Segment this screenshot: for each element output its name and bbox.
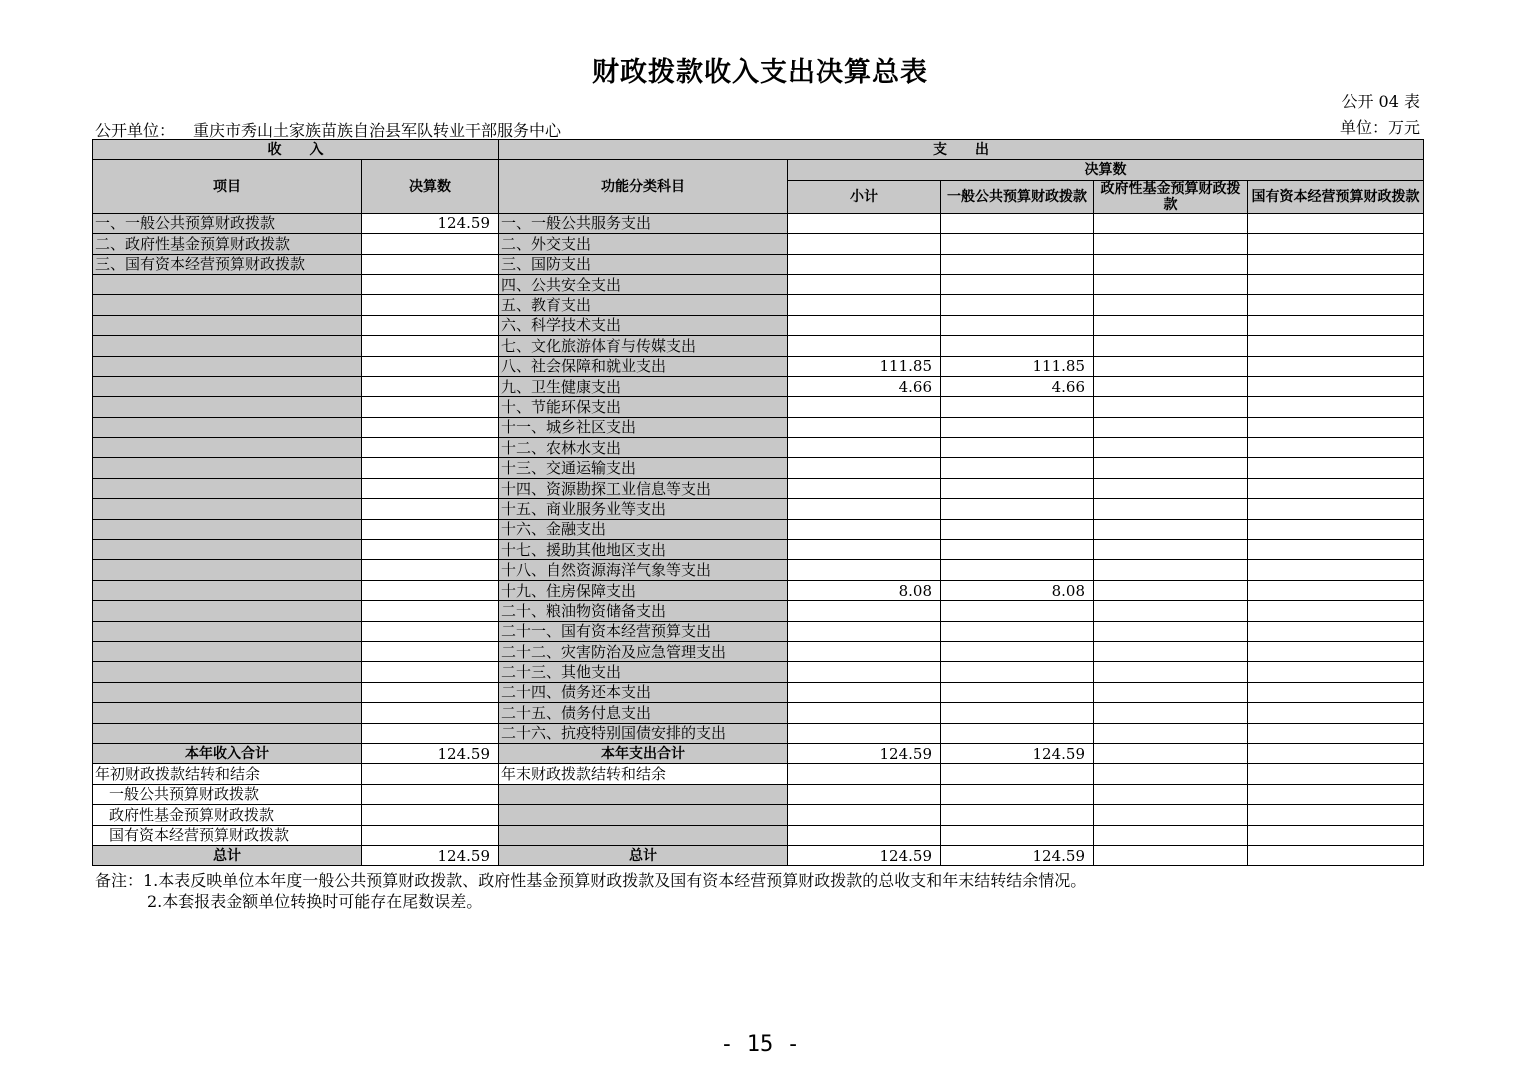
general-budget-cell: [941, 601, 1094, 621]
income-item-cell: [93, 397, 362, 417]
balance-subtotal: [788, 805, 941, 825]
gov-fund-cell: [1094, 499, 1248, 519]
reporting-unit: [95, 118, 579, 141]
expense-item-cell: 十九、住房保障支出: [499, 580, 788, 600]
grand-total-row: [93, 845, 1424, 865]
expense-item-cell: 九、卫生健康支出: [499, 376, 788, 396]
subtotal-cell: [788, 234, 941, 254]
table-row: [93, 417, 1424, 437]
balance-general: [941, 825, 1094, 845]
general-budget-cell: [941, 336, 1094, 356]
general-budget-cell: [941, 662, 1094, 682]
annual-subtotal: 124.59: [788, 743, 941, 763]
gov-fund-header: 政府性基金预算财政拨款: [1094, 180, 1248, 213]
subtotal-cell: [788, 499, 941, 519]
expense-item-cell: 六、科学技术支出: [499, 315, 788, 335]
income-amount-cell: [362, 499, 499, 519]
income-amount-cell: [362, 336, 499, 356]
subtotal-cell: [788, 723, 941, 743]
subtotal-cell: [788, 682, 941, 702]
expense-item-cell: 十、节能环保支出: [499, 397, 788, 417]
general-budget-cell: [941, 478, 1094, 498]
expense-item-cell: 十二、农林水支出: [499, 438, 788, 458]
general-budget-cell: [941, 274, 1094, 294]
income-amount-cell: [362, 580, 499, 600]
gov-fund-cell: [1094, 397, 1248, 417]
state-capital-cell: [1248, 376, 1424, 396]
gov-fund-cell: [1094, 234, 1248, 254]
gov-fund-cell: [1094, 438, 1248, 458]
total-income-label: 总计: [93, 845, 362, 865]
income-item-cell: [93, 478, 362, 498]
table-row: [93, 601, 1424, 621]
income-amount-cell: [362, 560, 499, 580]
income-item-cell: [93, 438, 362, 458]
table-row: [93, 540, 1424, 560]
subtotal-cell: [788, 336, 941, 356]
general-budget-cell: 111.85: [941, 356, 1094, 376]
state-capital-cell: [1248, 641, 1424, 661]
state-capital-cell: [1248, 478, 1424, 498]
expense-item-cell: 十七、援助其他地区支出: [499, 540, 788, 560]
income-amount-cell: [362, 397, 499, 417]
annual-expense-label: 本年支出合计: [499, 743, 788, 763]
money-unit: 单位：万元: [1339, 118, 1420, 137]
balance-fund: [1094, 764, 1248, 784]
subtotal-cell: 8.08: [788, 580, 941, 600]
gov-fund-cell: [1094, 254, 1248, 274]
income-amount-cell: 124.59: [362, 213, 499, 233]
balance-subtotal: [788, 784, 941, 804]
general-budget-cell: 4.66: [941, 376, 1094, 396]
income-item-cell: [93, 703, 362, 723]
gov-fund-cell: [1094, 295, 1248, 315]
balance-income-item: 年初财政拨款结转和结余: [93, 764, 362, 784]
expense-item-cell: 五、教育支出: [499, 295, 788, 315]
income-item-cell: [93, 274, 362, 294]
income-item-cell: [93, 315, 362, 335]
balance-capital: [1248, 805, 1424, 825]
balance-income-item: 一般公共预算财政拨款: [93, 784, 362, 804]
page-number: - 15 -: [720, 1032, 800, 1057]
expense-item-cell: 七、文化旅游体育与传媒支出: [499, 336, 788, 356]
income-item-cell: 三、国有资本经营预算财政拨款: [93, 254, 362, 274]
balance-subtotal: [788, 764, 941, 784]
expense-item-cell: 八、社会保障和就业支出: [499, 356, 788, 376]
gov-fund-cell: [1094, 560, 1248, 580]
general-budget-cell: [941, 315, 1094, 335]
subtotal-cell: [788, 397, 941, 417]
state-capital-cell: [1248, 703, 1424, 723]
balance-capital: [1248, 825, 1424, 845]
unit-label: 公开单位：: [95, 121, 176, 140]
general-budget-cell: [941, 254, 1094, 274]
state-capital-cell: [1248, 254, 1424, 274]
table-row: [93, 254, 1424, 274]
table-row: [93, 336, 1424, 356]
income-item-cell: [93, 723, 362, 743]
general-budget-cell: [941, 234, 1094, 254]
income-item-cell: [93, 601, 362, 621]
expense-item-cell: 四、公共安全支出: [499, 274, 788, 294]
annual-income-label: 本年收入合计: [93, 743, 362, 763]
gov-fund-cell: [1094, 356, 1248, 376]
gov-fund-cell: [1094, 519, 1248, 539]
general-budget-cell: [941, 397, 1094, 417]
gov-fund-cell: [1094, 274, 1248, 294]
income-amount-cell: [362, 641, 499, 661]
table-row: [93, 234, 1424, 254]
expense-item-cell: 一、一般公共服务支出: [499, 213, 788, 233]
gov-fund-cell: [1094, 458, 1248, 478]
income-amount-cell: [362, 601, 499, 621]
income-amount-cell: [362, 254, 499, 274]
table-row: [93, 478, 1424, 498]
amount-header: 决算数: [362, 160, 499, 213]
general-budget-cell: [941, 417, 1094, 437]
annual-income-amount: 124.59: [362, 743, 499, 763]
balance-subtotal: [788, 825, 941, 845]
income-item-cell: 二、政府性基金预算财政拨款: [93, 234, 362, 254]
income-amount-cell: [362, 519, 499, 539]
state-capital-cell: [1248, 397, 1424, 417]
income-item-cell: [93, 560, 362, 580]
balance-expense-item: [499, 825, 788, 845]
state-capital-cell: [1248, 213, 1424, 233]
table-row: [93, 315, 1424, 335]
state-capital-cell: [1248, 458, 1424, 478]
income-item-cell: [93, 336, 362, 356]
income-item-cell: [93, 499, 362, 519]
table-row: [93, 356, 1424, 376]
expense-item-cell: 十八、自然资源海洋气象等支出: [499, 560, 788, 580]
general-budget-cell: 8.08: [941, 580, 1094, 600]
total-subtotal: 124.59: [788, 845, 941, 865]
state-capital-cell: [1248, 601, 1424, 621]
state-capital-cell: [1248, 560, 1424, 580]
balance-expense-item: 年末财政拨款结转和结余: [499, 764, 788, 784]
state-capital-cell: [1248, 723, 1424, 743]
expense-item-cell: 十四、资源勘探工业信息等支出: [499, 478, 788, 498]
income-item-cell: [93, 641, 362, 661]
general-budget-cell: [941, 295, 1094, 315]
table-row: [93, 499, 1424, 519]
subtotal-cell: [788, 274, 941, 294]
state-capital-cell: [1248, 438, 1424, 458]
income-item-cell: [93, 580, 362, 600]
subtotal-cell: [788, 641, 941, 661]
income-amount-cell: [362, 703, 499, 723]
note-line-2: 2.本套报表金额单位转换时可能存在尾数误差。: [147, 892, 483, 911]
expense-item-cell: 二十三、其他支出: [499, 662, 788, 682]
table-row: [93, 458, 1424, 478]
expense-item-cell: 十一、城乡社区支出: [499, 417, 788, 437]
expense-header: 支 出: [499, 140, 1424, 160]
income-amount-cell: [362, 682, 499, 702]
table-row: [93, 703, 1424, 723]
expense-item-cell: 二、外交支出: [499, 234, 788, 254]
balance-row: [93, 764, 1424, 784]
gov-fund-cell: [1094, 478, 1248, 498]
income-amount-cell: [362, 376, 499, 396]
general-budget-cell: [941, 519, 1094, 539]
income-amount-cell: [362, 417, 499, 437]
subtotal-cell: [788, 438, 941, 458]
subtotal-cell: [788, 519, 941, 539]
annual-general: 124.59: [941, 743, 1094, 763]
state-capital-cell: [1248, 662, 1424, 682]
state-capital-cell: [1248, 682, 1424, 702]
balance-expense-item: [499, 784, 788, 804]
balance-fund: [1094, 784, 1248, 804]
table-row: [93, 397, 1424, 417]
income-item-cell: [93, 540, 362, 560]
table-row: [93, 519, 1424, 539]
subtotal-cell: 111.85: [788, 356, 941, 376]
subtotal-cell: [788, 315, 941, 335]
balance-income-item: 政府性基金预算财政拨款: [93, 805, 362, 825]
table-row: [93, 641, 1424, 661]
subtotal-cell: [788, 478, 941, 498]
gov-fund-cell: [1094, 621, 1248, 641]
balance-income-amount: [362, 764, 499, 784]
income-amount-cell: [362, 295, 499, 315]
notes: [95, 870, 1086, 912]
gov-fund-cell: [1094, 315, 1248, 335]
state-capital-cell: [1248, 295, 1424, 315]
table-row: [93, 274, 1424, 294]
subtotal-cell: [788, 458, 941, 478]
expense-item-cell: 二十六、抗疫特别国债安排的支出: [499, 723, 788, 743]
gov-fund-cell: [1094, 580, 1248, 600]
table-row: [93, 621, 1424, 641]
table-row: [93, 560, 1424, 580]
state-capital-cell: [1248, 519, 1424, 539]
subtotal-cell: [788, 540, 941, 560]
expense-item-cell: 二十四、债务还本支出: [499, 682, 788, 702]
balance-general: [941, 764, 1094, 784]
general-budget-cell: [941, 560, 1094, 580]
subtotal-cell: [788, 213, 941, 233]
state-capital-cell: [1248, 580, 1424, 600]
general-budget-cell: [941, 438, 1094, 458]
subtotal-header: 小计: [788, 180, 941, 213]
balance-general: [941, 784, 1094, 804]
state-capital-cell: [1248, 621, 1424, 641]
total-general: 124.59: [941, 845, 1094, 865]
subtotal-cell: [788, 662, 941, 682]
table-row: [93, 662, 1424, 682]
gov-fund-cell: [1094, 703, 1248, 723]
subtotal-cell: [788, 254, 941, 274]
table-row: [93, 580, 1424, 600]
income-amount-cell: [362, 458, 499, 478]
form-number: 公开 04 表: [1341, 92, 1420, 111]
subtotal-cell: [788, 295, 941, 315]
gov-fund-cell: [1094, 540, 1248, 560]
balance-income-item: 国有资本经营预算财政拨款: [93, 825, 362, 845]
subtotal-cell: 4.66: [788, 376, 941, 396]
income-item-cell: [93, 682, 362, 702]
table-row: [93, 295, 1424, 315]
balance-row: [93, 805, 1424, 825]
income-header: 收 入: [93, 140, 499, 160]
income-amount-cell: [362, 662, 499, 682]
state-capital-cell: [1248, 274, 1424, 294]
state-capital-cell: [1248, 336, 1424, 356]
income-amount-cell: [362, 621, 499, 641]
annual-total-row: [93, 743, 1424, 763]
state-capital-cell: [1248, 356, 1424, 376]
final-header: 决算数: [788, 160, 1424, 180]
general-budget-header: 一般公共预算财政拨款: [941, 180, 1094, 213]
expense-item-cell: 二十五、债务付息支出: [499, 703, 788, 723]
expense-item-cell: 二十、粮油物资储备支出: [499, 601, 788, 621]
income-amount-cell: [362, 356, 499, 376]
general-budget-cell: [941, 703, 1094, 723]
income-amount-cell: [362, 234, 499, 254]
balance-capital: [1248, 784, 1424, 804]
expense-item-cell: 十六、金融支出: [499, 519, 788, 539]
state-capital-cell: [1248, 417, 1424, 437]
note-line-1: 备注：1.本表反映单位本年度一般公共预算财政拨款、政府性基金预算财政拨款及国有资本经营预算财政拨款的总收支和年末结转结余情况。: [95, 871, 1087, 890]
general-budget-cell: [941, 499, 1094, 519]
state-capital-cell: [1248, 499, 1424, 519]
gov-fund-cell: [1094, 723, 1248, 743]
table-body: [93, 213, 1424, 866]
gov-fund-cell: [1094, 641, 1248, 661]
subtotal-cell: [788, 621, 941, 641]
gov-fund-cell: [1094, 336, 1248, 356]
balance-income-amount: [362, 825, 499, 845]
subtotal-cell: [788, 560, 941, 580]
func-subject-header: 功能分类科目: [499, 160, 788, 213]
income-amount-cell: [362, 274, 499, 294]
balance-fund: [1094, 805, 1248, 825]
page-title: 财政拨款收入支出决算总表: [592, 57, 928, 88]
income-item-cell: [93, 376, 362, 396]
gov-fund-cell: [1094, 601, 1248, 621]
balance-capital: [1248, 764, 1424, 784]
expense-item-cell: 十三、交通运输支出: [499, 458, 788, 478]
gov-fund-cell: [1094, 417, 1248, 437]
budget-table: [92, 139, 1424, 866]
income-amount-cell: [362, 438, 499, 458]
table-row: [93, 723, 1424, 743]
expense-item-cell: 二十一、国有资本经营预算支出: [499, 621, 788, 641]
balance-row: [93, 784, 1424, 804]
income-item-cell: 一、一般公共预算财政拨款: [93, 213, 362, 233]
income-amount-cell: [362, 315, 499, 335]
balance-expense-item: [499, 805, 788, 825]
annual-fund: [1094, 743, 1248, 763]
total-capital: [1248, 845, 1424, 865]
table-row: [93, 376, 1424, 396]
gov-fund-cell: [1094, 213, 1248, 233]
general-budget-cell: [941, 540, 1094, 560]
income-amount-cell: [362, 723, 499, 743]
balance-fund: [1094, 825, 1248, 845]
gov-fund-cell: [1094, 662, 1248, 682]
general-budget-cell: [941, 458, 1094, 478]
table-row: [93, 438, 1424, 458]
income-item-cell: [93, 519, 362, 539]
income-item-cell: [93, 662, 362, 682]
balance-general: [941, 805, 1094, 825]
balance-income-amount: [362, 805, 499, 825]
state-capital-cell: [1248, 540, 1424, 560]
general-budget-cell: [941, 213, 1094, 233]
subtotal-cell: [788, 601, 941, 621]
total-expense-label: 总计: [499, 845, 788, 865]
expense-item-cell: 二十二、灾害防治及应急管理支出: [499, 641, 788, 661]
income-item-cell: [93, 621, 362, 641]
gov-fund-cell: [1094, 682, 1248, 702]
state-capital-cell: [1248, 315, 1424, 335]
annual-capital: [1248, 743, 1424, 763]
income-amount-cell: [362, 540, 499, 560]
income-item-cell: [93, 458, 362, 478]
balance-row: [93, 825, 1424, 845]
expense-item-cell: 三、国防支出: [499, 254, 788, 274]
table-row: [93, 213, 1424, 233]
income-amount-cell: [362, 478, 499, 498]
income-item-cell: [93, 417, 362, 437]
state-capital-cell: [1248, 234, 1424, 254]
unit-name: 重庆市秀山土家族苗族自治县军队转业干部服务中心: [193, 121, 562, 140]
general-budget-cell: [941, 682, 1094, 702]
general-budget-cell: [941, 641, 1094, 661]
total-fund: [1094, 845, 1248, 865]
income-item-cell: [93, 356, 362, 376]
total-income-amount: 124.59: [362, 845, 499, 865]
state-capital-header: 国有资本经营预算财政拨款: [1248, 180, 1424, 213]
item-header: 项目: [93, 160, 362, 213]
subtotal-cell: [788, 417, 941, 437]
table-row: [93, 682, 1424, 702]
gov-fund-cell: [1094, 376, 1248, 396]
general-budget-cell: [941, 621, 1094, 641]
general-budget-cell: [941, 723, 1094, 743]
expense-item-cell: 十五、商业服务业等支出: [499, 499, 788, 519]
subtotal-cell: [788, 703, 941, 723]
balance-income-amount: [362, 784, 499, 804]
income-item-cell: [93, 295, 362, 315]
